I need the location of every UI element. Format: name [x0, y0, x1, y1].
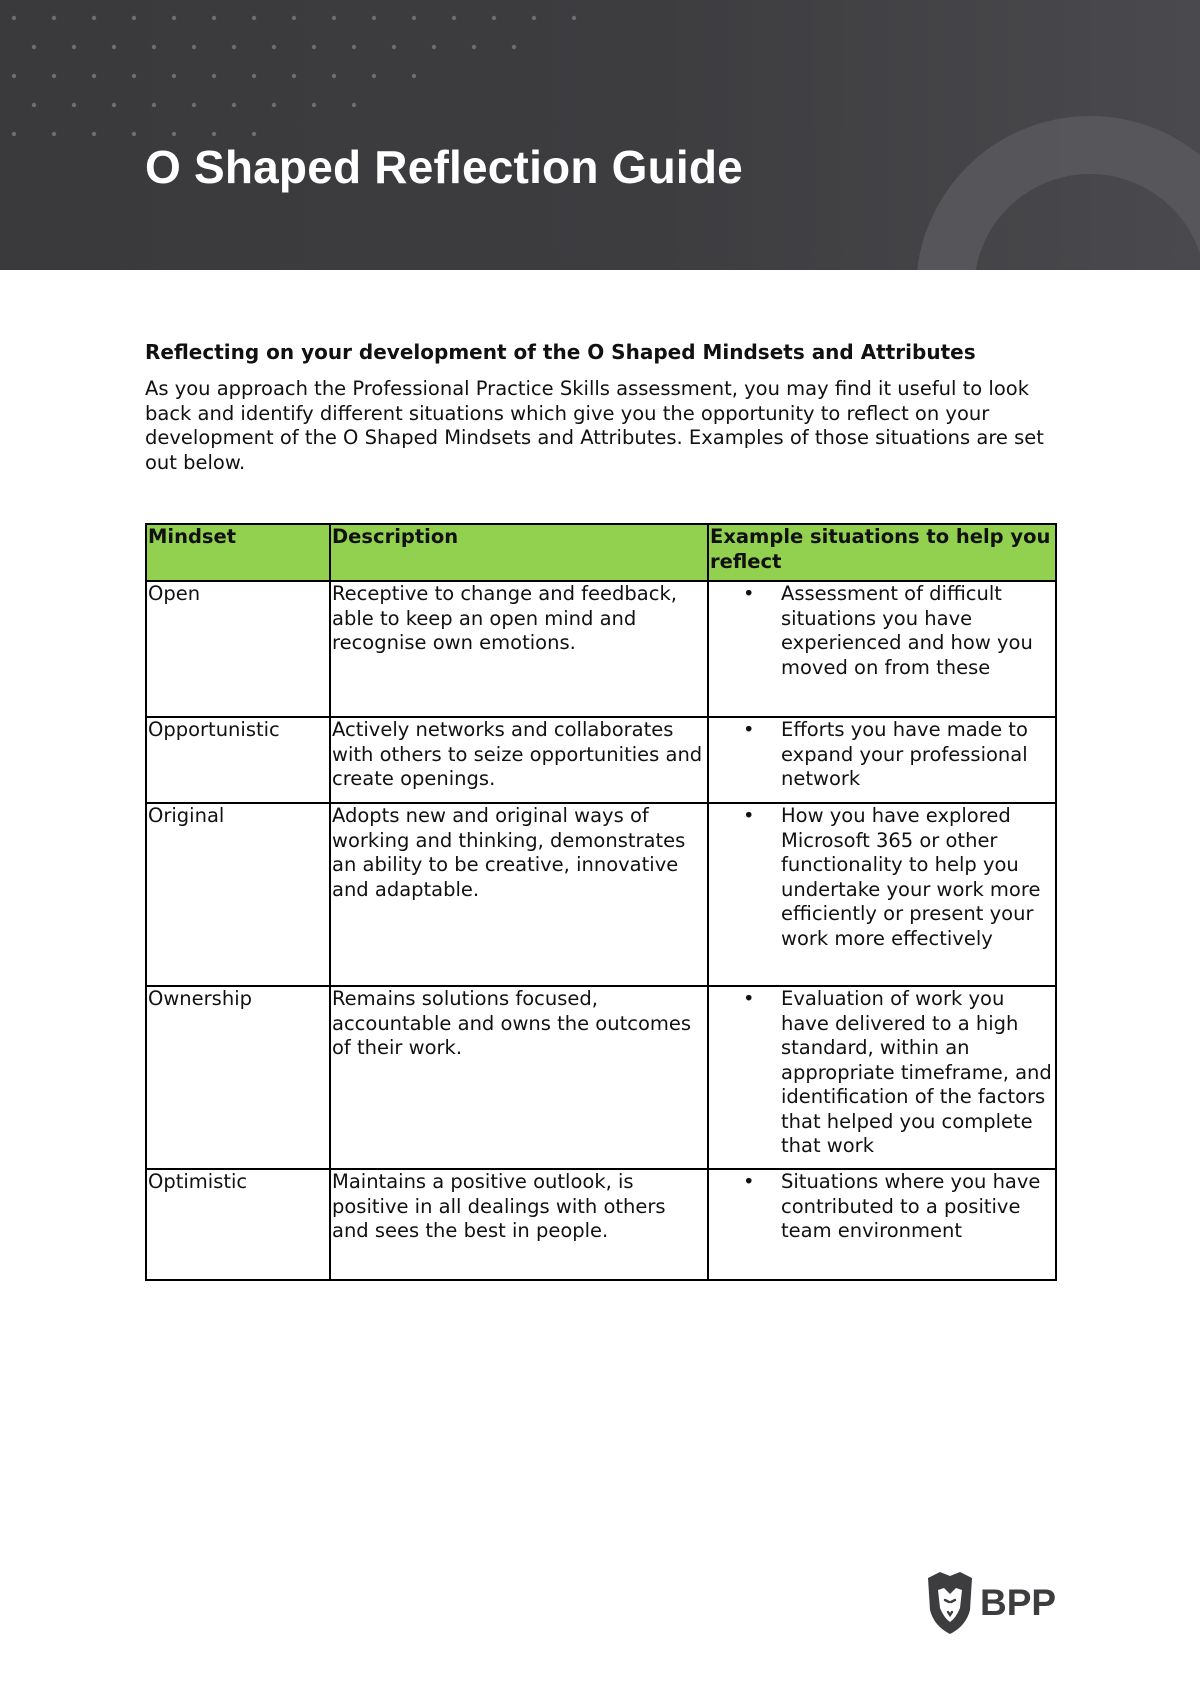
- decorative-dot: [32, 45, 36, 49]
- decorative-dot: [332, 16, 336, 20]
- decorative-dot: [72, 45, 76, 49]
- decorative-dot: [272, 45, 276, 49]
- table-row: [146, 1169, 1056, 1280]
- header-banner: [0, 0, 1200, 270]
- decorative-dot: [212, 16, 216, 20]
- decorative-dot: [112, 45, 116, 49]
- example-text: Situations where you have contributed to a positive team environment: [781, 1170, 1041, 1242]
- decorative-dot: [292, 74, 296, 78]
- mindset-table: [145, 523, 1057, 1281]
- logo-text: BPP: [980, 1582, 1057, 1623]
- decorative-dot: [92, 132, 96, 136]
- decorative-dot: [412, 16, 416, 20]
- section-heading: Reflecting on your development of the O Shaped Mindsets and Attributes: [145, 340, 976, 364]
- page-title: O Shaped Reflection Guide: [145, 141, 743, 193]
- decorative-dot: [432, 45, 436, 49]
- decorative-dot: [192, 103, 196, 107]
- example-cell: [708, 803, 1056, 986]
- bullet-icon: •: [743, 987, 755, 1010]
- decorative-dot: [492, 16, 496, 20]
- decorative-dot: [152, 45, 156, 49]
- description-cell: Actively networks and collaborates with others to seize opportunities and create openings.: [330, 717, 708, 803]
- mindset-cell: Optimistic: [146, 1169, 330, 1280]
- description-cell: Receptive to change and feedback, able to keep an open mind and recognise own emotions.: [330, 581, 708, 717]
- decorative-dot: [352, 45, 356, 49]
- example-cell: [708, 717, 1056, 803]
- decorative-dot: [152, 103, 156, 107]
- decorative-dot: [212, 74, 216, 78]
- decorative-dot: [32, 103, 36, 107]
- example-cell: [708, 1169, 1056, 1280]
- decorative-dot: [312, 103, 316, 107]
- example-cell: [708, 986, 1056, 1169]
- example-cell: [708, 581, 1056, 717]
- decorative-dot: [252, 16, 256, 20]
- decorative-dot-pattern: [0, 0, 600, 160]
- decorative-dot: [52, 132, 56, 136]
- decorative-dot: [512, 45, 516, 49]
- decorative-dot: [392, 45, 396, 49]
- decorative-dot: [72, 103, 76, 107]
- decorative-dot: [452, 16, 456, 20]
- intro-paragraph: As you approach the Professional Practice Skills assessment, you may find it useful to look back and identify different situations which give you the opportunity to reflect on your development of the O Shaped Mindsets and Attributes. Examples of those situations are set out below.: [145, 377, 1044, 474]
- decorative-dot: [112, 103, 116, 107]
- example-text: How you have explored Microsoft 365 or other functionality to help you undertake your work more efficiently or present your work more effectively: [781, 804, 1041, 950]
- decorative-dot: [272, 103, 276, 107]
- decorative-dot: [312, 45, 316, 49]
- decorative-dot: [412, 74, 416, 78]
- column-header-description: Description: [330, 524, 708, 581]
- decorative-dot: [132, 74, 136, 78]
- table-row: [146, 803, 1056, 986]
- decorative-dot: [252, 74, 256, 78]
- decorative-dot: [172, 16, 176, 20]
- mindset-cell: Opportunistic: [146, 717, 330, 803]
- column-header-example: Example situations to help you reflect: [708, 524, 1056, 581]
- decorative-dot: [572, 16, 576, 20]
- bullet-icon: •: [743, 582, 755, 605]
- decorative-dot: [52, 16, 56, 20]
- decorative-dot: [372, 16, 376, 20]
- table-row: [146, 986, 1056, 1169]
- mindset-cell: Open: [146, 581, 330, 717]
- example-text: Efforts you have made to expand your professional network: [781, 718, 1028, 790]
- decorative-dot: [532, 16, 536, 20]
- bullet-icon: •: [743, 1170, 755, 1193]
- decorative-dot: [172, 132, 176, 136]
- description-cell: Adopts new and original ways of working and thinking, demonstrates an ability to be creative, innovative and adaptable.: [330, 803, 708, 986]
- bullet-icon: •: [743, 718, 755, 741]
- bullet-icon: •: [743, 804, 755, 827]
- decorative-dot: [172, 74, 176, 78]
- decorative-dot: [132, 16, 136, 20]
- decorative-dot: [92, 74, 96, 78]
- decorative-dot: [212, 132, 216, 136]
- decorative-dot: [52, 74, 56, 78]
- decorative-dot: [332, 74, 336, 78]
- example-text: Evaluation of work you have delivered to a high standard, within an appropriate timeframe, and identification of the factors that helped you complete that work: [781, 987, 1052, 1157]
- decorative-dot: [352, 103, 356, 107]
- decorative-dot: [472, 45, 476, 49]
- decorative-dot: [292, 16, 296, 20]
- example-text: Assessment of difficult situations you have experienced and how you moved on from these: [781, 582, 1033, 679]
- decorative-dot: [12, 74, 16, 78]
- decorative-dot: [232, 103, 236, 107]
- decorative-dot: [12, 132, 16, 136]
- description-cell: Remains solutions focused, accountable and owns the outcomes of their work.: [330, 986, 708, 1169]
- mindset-cell: Ownership: [146, 986, 330, 1169]
- description-cell: Maintains a positive outlook, is positive in all dealings with others and sees the best in people.: [330, 1169, 708, 1280]
- table-row: [146, 581, 1056, 717]
- decorative-dot: [232, 45, 236, 49]
- table-header-row: [146, 524, 1056, 581]
- column-header-mindset: Mindset: [146, 524, 330, 581]
- decorative-dot: [92, 16, 96, 20]
- decorative-dot: [192, 45, 196, 49]
- decorative-dot: [12, 16, 16, 20]
- mindset-cell: Original: [146, 803, 330, 986]
- decorative-dot: [132, 132, 136, 136]
- table-row: [146, 717, 1056, 803]
- decorative-dot: [372, 74, 376, 78]
- decorative-dot: [252, 132, 256, 136]
- bpp-logo: [922, 1568, 1062, 1638]
